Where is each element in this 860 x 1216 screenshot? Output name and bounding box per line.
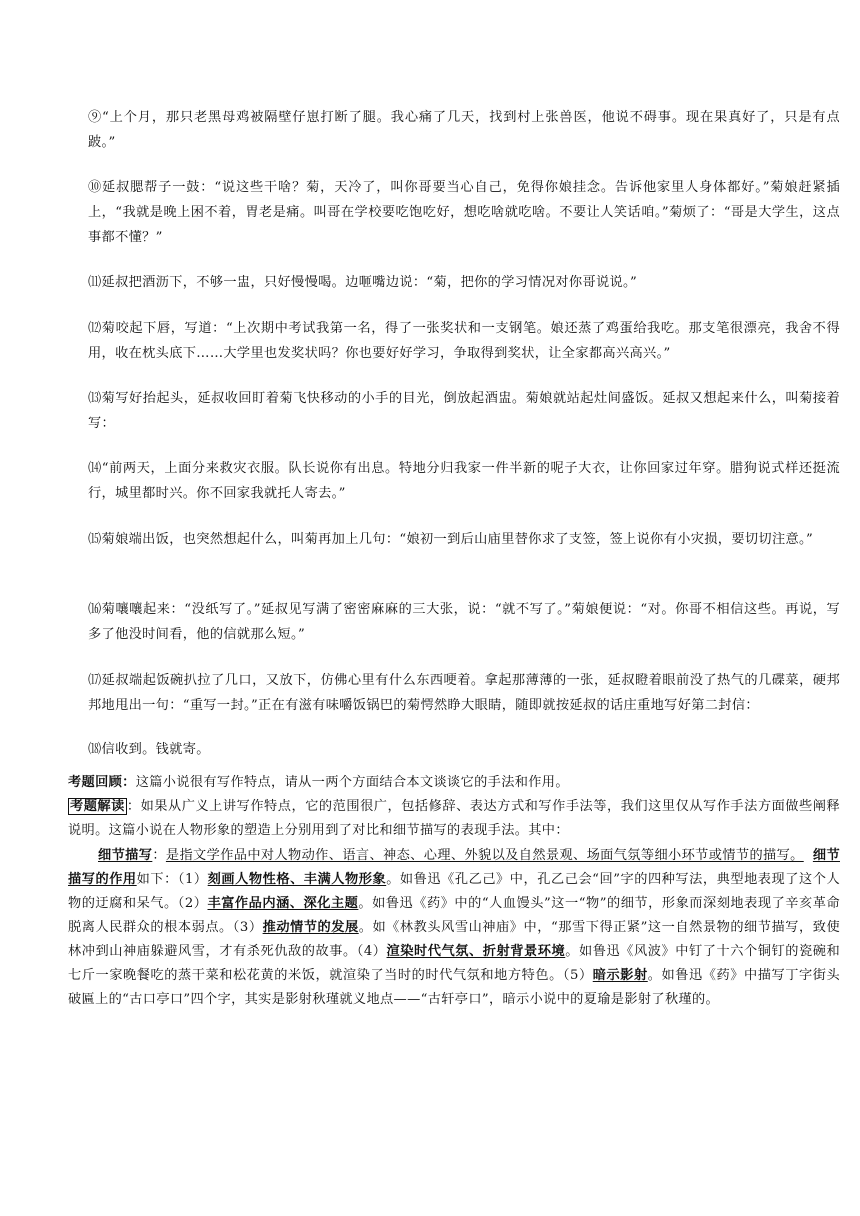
detail-definition: 是指文学作品中对人物动作、语言、神态、心理、外貌以及自然景观、场面气氛等细小环节或情节的描写。 xyxy=(165,848,804,863)
paragraph-text: ⒄延叔端起饭碗扒拉了几口，又放下，仿佛心里有什么东西哽着。拿起那薄薄的一张，延叔瞪着眼前没了热气的几碟菜，硬邦邦地甩出一句：“重写一封。”正在有滋有味嚼饭锅巴的菊愕然睁大眼睛，随即就按延叔的话庄重地写好第二封信： xyxy=(88,673,840,713)
detail-role-after: 如下：（1） xyxy=(136,872,208,887)
story-paragraph-11 xyxy=(88,270,840,295)
paragraph-text: ⑾延叔把酒沥下，不够一盅，只好慢慢喝。边咂嘴边说：“菊，把你的学习情况对你哥说说。” xyxy=(88,275,638,290)
paragraph-text: ⒁“前两天，上面分来救灾衣服。队长说你有出息。特地分归我家一件半新的呢子大衣，让你回家过年穿。腊狗说式样还挺流行，城里都时兴。你不回家我就托人寄去。” xyxy=(88,461,840,501)
paragraph-text: ⒃菊嚷嚷起来：“没纸写了。”延叔见写满了密密麻麻的三大张，说：“就不写了。”菊娘便说：“对。你哥不相信这些。再说，写多了他没时间看，他的信就那么短。” xyxy=(88,602,840,642)
review-text: 这篇小说很有写作特点，请从一两个方面结合本文谈谈它的手法和作用。 xyxy=(135,775,569,790)
story-paragraph-9 xyxy=(88,105,840,155)
story-paragraph-12 xyxy=(88,316,840,366)
detail-role-term: 细节描写的作用 xyxy=(68,848,840,887)
story-paragraph-10 xyxy=(88,175,840,250)
function-4-text: 。如鲁迅《风波》中钉了十六个铜钉的瓷碗和七斤一家晚餐吃的蒸干菜和松花黄的米饭，就渲染了当时的时代气氛和地方特色。（5） xyxy=(68,944,840,983)
function-5-term: 暗示影射 xyxy=(592,968,648,983)
story-paragraph-16 xyxy=(88,597,840,647)
paragraph-text: ⒂菊娘端出饭，也突然想起什么，叫菊再加上几句：“娘初一到后山庙里替你求了支签，签上说你有小灾损，要切切注意。” xyxy=(88,532,814,547)
story-paragraph-17 xyxy=(88,668,840,718)
review-label: 考题回顾： xyxy=(68,775,136,790)
story-paragraph-13 xyxy=(88,386,840,436)
function-2-text: 。如鲁迅《药》中的“人血馒头”这一“物”的细节，形象而深刻地表现了辛亥革命脱离人民群众的根本弱点。（3） xyxy=(68,896,840,935)
detail-term: 细节描写 xyxy=(98,848,153,863)
function-3-term: 推动情节的发展 xyxy=(262,920,359,935)
question-review xyxy=(68,771,840,795)
story-paragraph-15 xyxy=(88,527,840,552)
detail-description-paragraph xyxy=(68,844,840,1012)
question-analysis xyxy=(68,795,840,843)
function-1-term: 刻画人物性格、丰满人物形象 xyxy=(207,872,387,887)
analysis-text: ：如果从广义上讲写作特点，它的范围很广，包括修辞、表达方式和写作手法等，我们这里仅从写作手法方面做些阐释说明。这篇小说在人物形象的塑造上分别用到了对比和细节描写的表现手法。其中： xyxy=(68,799,840,838)
story-paragraph-14 xyxy=(88,456,840,506)
paragraph-text: ⑨“上个月，那只老黑母鸡被隔壁仔崽打断了腿。我心痛了几天，找到村上张兽医，他说不碍事。现在果真好了，只是有点跛。” xyxy=(88,110,840,150)
detail-colon: ： xyxy=(152,848,166,863)
story-paragraph-18 xyxy=(88,737,840,762)
analysis-label: 考题解读 xyxy=(70,799,125,814)
function-3-text: 。如《林教头风雪山神庙》中，“那雪下得正紧”这一自然景物的细节描写，致使林冲到山神庙躲避风雪，才有杀死仇敌的故事。（4） xyxy=(68,920,840,959)
function-4-term: 渲染时代气氛、折射背景环境 xyxy=(386,944,566,959)
paragraph-text: ⑿菊咬起下唇，写道：“上次期中考试我第一名，得了一张奖状和一支钢笔。娘还蒸了鸡蛋给我吃。那支笔很漂亮，我舍不得用，收在枕头底下……大学里也发奖状吗？你也要好好学习，争取得到奖状，让全家都高兴高兴。” xyxy=(88,321,840,361)
function-2-term: 丰富作品内涵、深化主题 xyxy=(207,896,359,911)
paragraph-text: ⑩延叔腮帮子一鼓：“说这些干啥？菊，天冷了，叫你哥要当心自己，免得你娘挂念。告诉他家里人身体都好。”菊娘赶紧插上，“我就是晚上困不着，胃老是痛。叫哥在学校要吃饱吃好，想吃啥就吃啥。不要让人笑话咱。”菊烦了：“哥是大学生，这点事都不懂？” xyxy=(88,180,840,245)
paragraph-text: ⒀菊写好抬起头，延叔收回盯着菊飞快移动的小手的目光，倒放起酒盅。菊娘就站起灶间盛饭。延叔又想起来什么，叫菊接着写： xyxy=(88,391,840,431)
paragraph-text: ⒅信收到。钱就寄。 xyxy=(88,742,210,757)
function-5-text: 。如鲁迅《药》中描写丁字街头破匾上的“古口亭口”四个字，其实是影射秋瑾就义地点——“古轩亭口”，暗示小说中的夏瑜是影射了秋瑾的。 xyxy=(68,968,841,1007)
function-1-text: 。如鲁迅《孔乙己》中，孔乙己会“回”字的四种写法，典型地表现了这个人物的迂腐和呆气。（2） xyxy=(68,872,841,911)
